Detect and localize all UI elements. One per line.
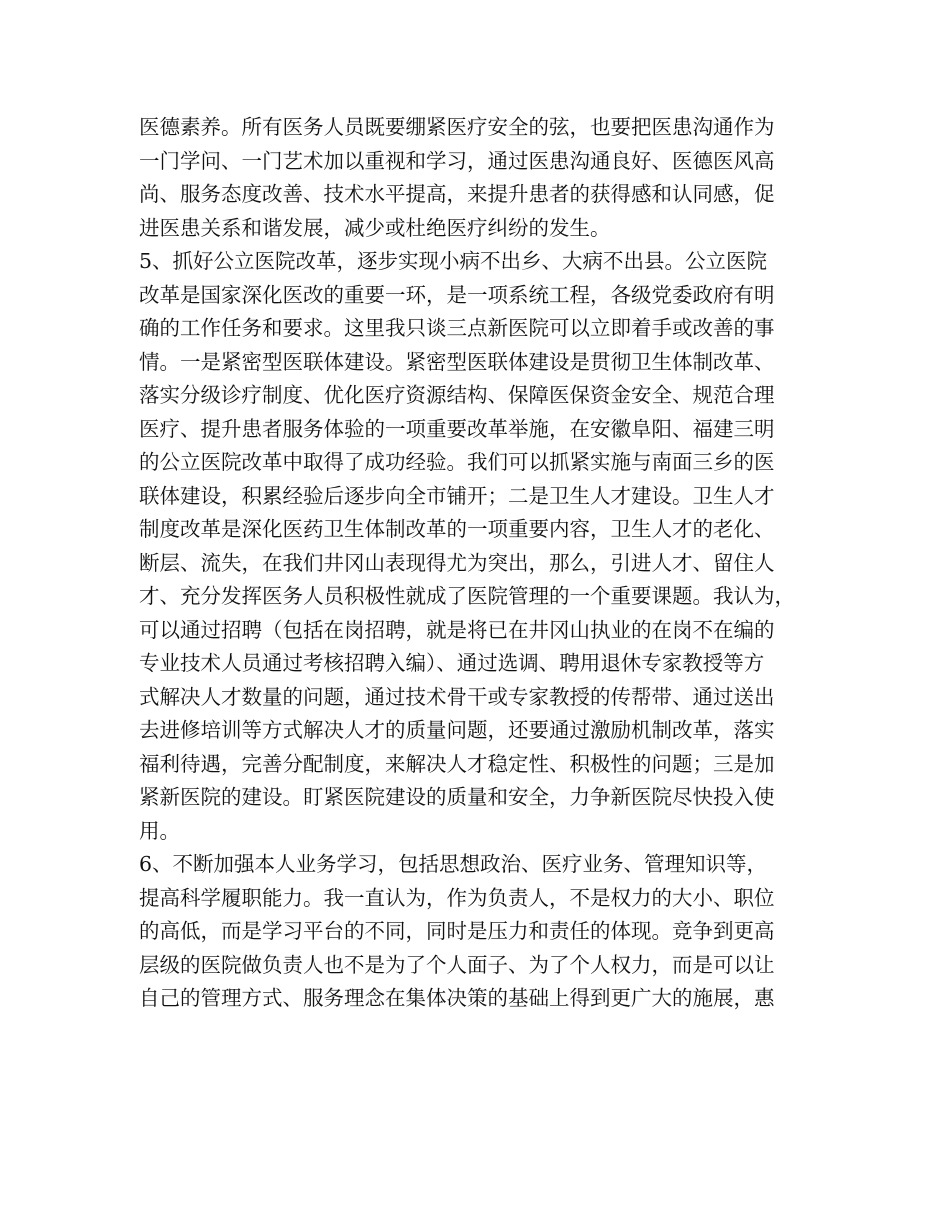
text-line: 确的工作任务和要求。这里我只谈三点新医院可以立即着手或改善的事 xyxy=(139,316,775,340)
text-line: 提高科学履职能力。我一直认为，作为负责人，不是权力的大小、职位 xyxy=(139,885,775,910)
text-line: 可以通过招聘（包括在岗招聘，就是将已在井冈山执业的在岗不在编的 xyxy=(139,617,775,642)
text-line: 落实分级诊疗制度、优化医疗资源结构、保障医保资金安全、规范合理 xyxy=(139,383,775,407)
text-line: 才、充分发挥医务人员积极性就成了医院管理的一个重要课题。我认为， xyxy=(139,584,795,608)
text-line: 进医患关系和谐发展，减少或杜绝医疗纠纷的发生。 xyxy=(139,215,611,240)
text-line: 层级的医院做负责人也不是为了个人面子、为了个人权力，而是可以让 xyxy=(139,952,775,977)
text-line: 紧新医院的建设。盯紧医院建设的质量和安全，力争新医院尽快投入使 xyxy=(139,785,775,809)
body-text xyxy=(139,111,819,1016)
text-line: 的公立医院改革中取得了成功经验。我们可以抓紧实施与南面三乡的医 xyxy=(139,450,775,474)
text-line: 自己的管理方式、服务理念在集体决策的基础上得到更广大的施展，惠 xyxy=(139,986,775,1010)
text-line: 医德素养。所有医务人员既要绷紧医疗安全的弦，也要把医患沟通作为 xyxy=(139,115,775,139)
text-line: 联体建设，积累经验后逐步向全市铺开；二是卫生人才建设。卫生人才 xyxy=(139,483,775,508)
text-line: 去进修培训等方式解决人才的质量问题，还要通过激励机制改革，落实 xyxy=(139,718,775,742)
text-line: 情。一是紧密型医联体建设。紧密型医联体建设是贯彻卫生体制改革、 xyxy=(139,349,775,374)
text-line: 医疗、提升患者服务体验的一项重要改革举施，在安徽阜阳、福建三明 xyxy=(139,416,775,441)
text-line: 5、抓好公立医院改革，逐步实现小病不出乡、大病不出县。公立医院 xyxy=(139,249,768,273)
text-line: 专业技术人员通过考核招聘入编）、通过选调、聘用退休专家教授等方 xyxy=(139,651,765,675)
text-line: 福利待遇，完善分配制度，来解决人才稳定性、积极性的问题；三是加 xyxy=(139,751,775,776)
text-line: 6、不断加强本人业务学习，包括思想政治、医疗业务、管理知识等， xyxy=(139,852,768,876)
text-line: 用。 xyxy=(139,818,180,843)
text-line: 尚、服务态度改善、技术水平提高，来提升患者的获得感和认同感，促 xyxy=(139,182,775,206)
text-line: 一门学问、一门艺术加以重视和学习，通过医患沟通良好、医德医风高 xyxy=(139,148,775,173)
text-line: 式解决人才数量的问题，通过技术骨干或专家教授的传帮带、通过送出 xyxy=(139,684,775,709)
text-line: 改革是国家深化医改的重要一环，是一项系统工程，各级党委政府有明 xyxy=(139,282,775,307)
text-line: 断层、流失，在我们井冈山表现得尤为突出，那么，引进人才、留住人 xyxy=(139,550,775,575)
text-line: 的高低，而是学习平台的不同，同时是压力和责任的体现。竞争到更高 xyxy=(139,919,775,943)
text-line: 制度改革是深化医药卫生体制改革的一项重要内容，卫生人才的老化、 xyxy=(139,517,775,541)
